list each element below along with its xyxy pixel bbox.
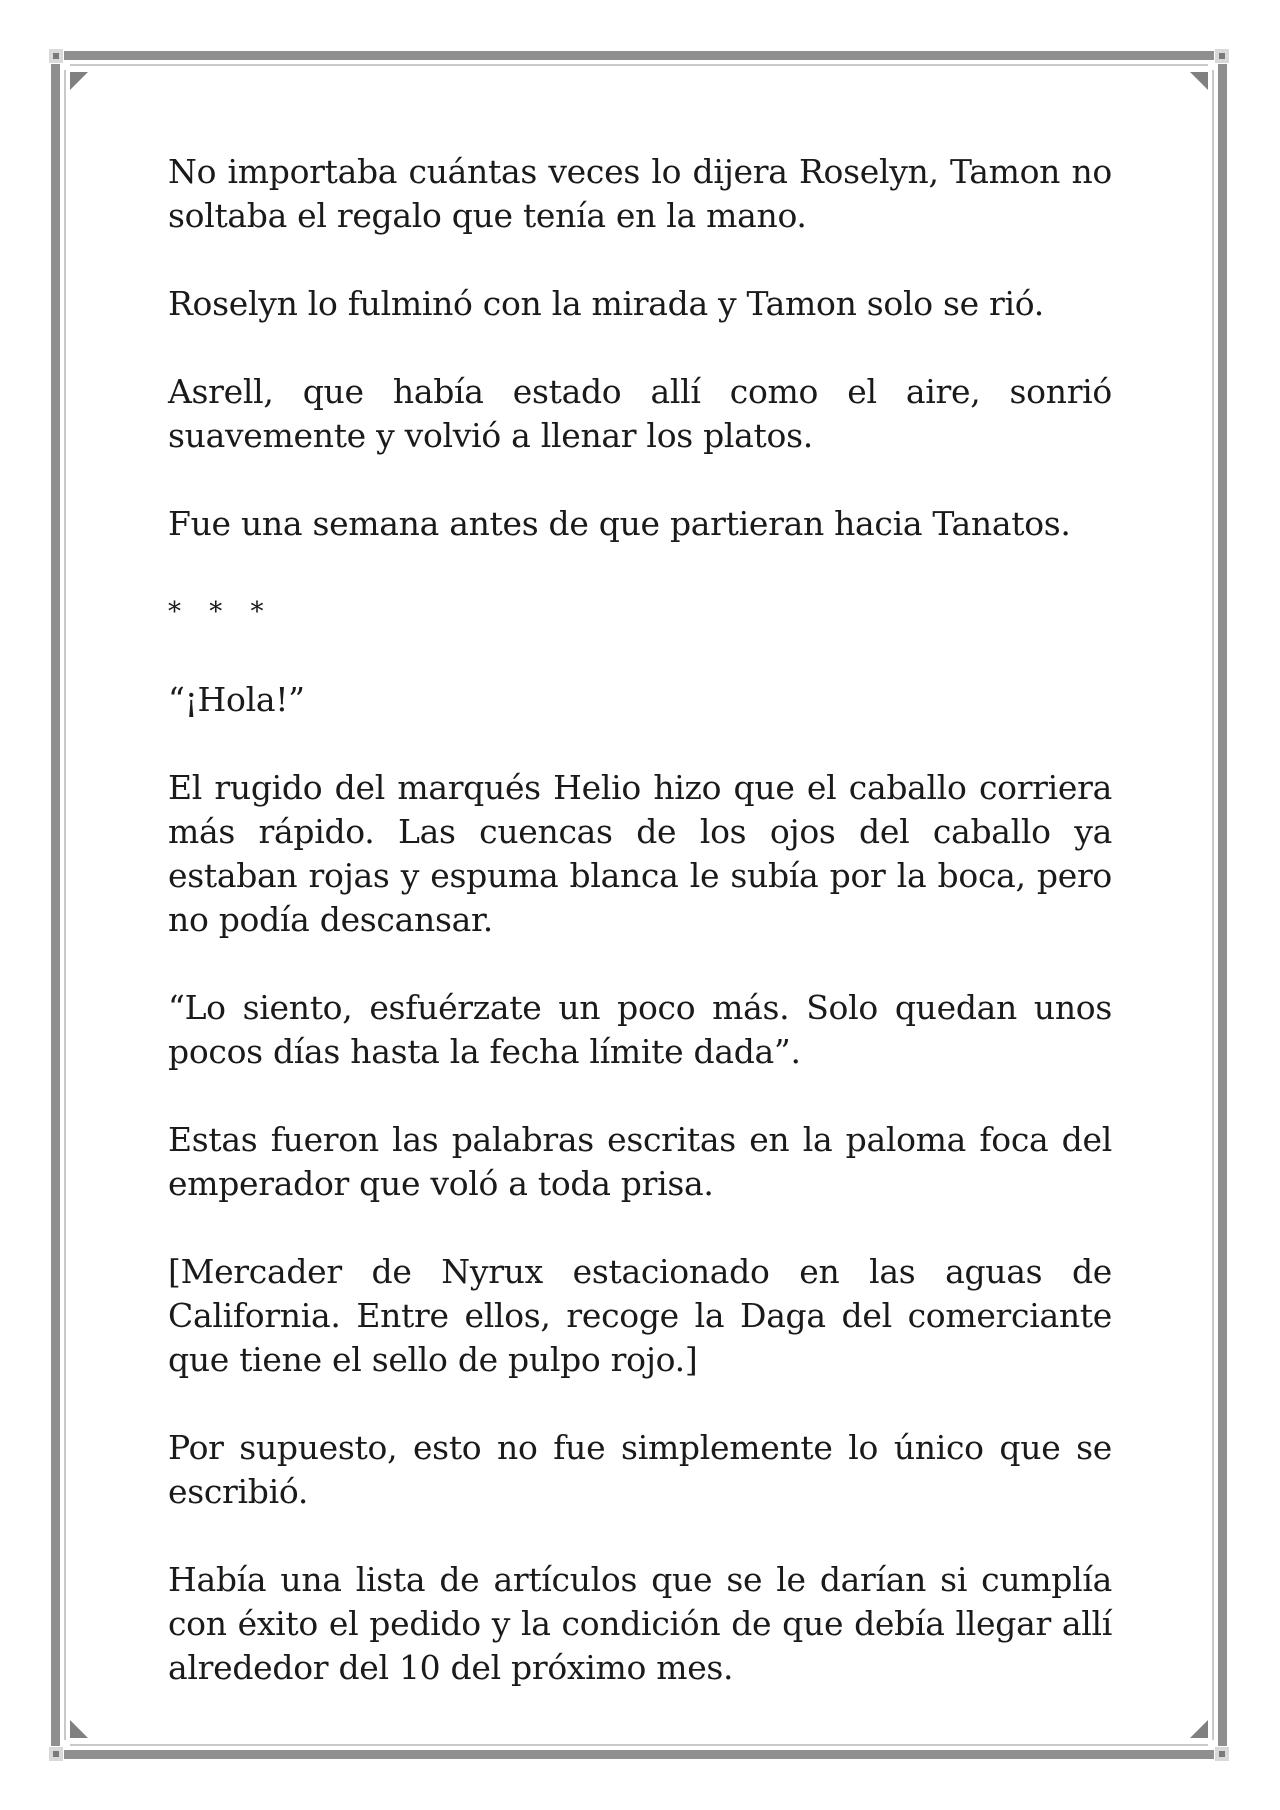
- frame-inner-bottom-line: [70, 1744, 1208, 1746]
- page-body: [168, 150, 1112, 1734]
- paragraph: Fue una semana antes de que partieran hacia Tanatos.: [168, 504, 1071, 543]
- corner-square-top-right: [1215, 49, 1229, 63]
- paragraph: El rugido del marqués Helio hizo que el caballo corriera más rápido. Las cuencas de los ojos del caballo ya estaban rojas y espuma blanca le subía por la boca, pero no podía descansar.: [168, 768, 1112, 939]
- letter-quote: [Mercader de Nyrux estacionado en las aguas de California. Entre ellos, recoge la Daga del comerciante que tiene el sello de pulpo rojo.]: [168, 1252, 1112, 1379]
- corner-triangle-top-left: [70, 72, 88, 90]
- scene-break: * * *: [168, 597, 274, 627]
- corner-triangle-top-right: [1190, 72, 1208, 90]
- paragraph: Por supuesto, esto no fue simplemente lo único que se escribió.: [168, 1428, 1112, 1511]
- corner-square-top-left: [49, 49, 63, 63]
- dialogue-line: “¡Hola!”: [168, 680, 305, 719]
- frame-top-border: [64, 51, 1214, 60]
- frame-inner-top-line: [70, 64, 1208, 66]
- corner-triangle-bottom-right: [1190, 1720, 1208, 1738]
- frame-inner-right-line: [1212, 70, 1214, 1740]
- paragraph: Estas fueron las palabras escritas en la paloma foca del emperador que voló a toda prisa.: [168, 1120, 1112, 1203]
- corner-square-bottom-right: [1215, 1747, 1229, 1761]
- paragraph: Había una lista de artículos que se le darían si cumplía con éxito el pedido y la condición de que debía llegar allí alrededor del 10 del próximo mes.: [168, 1560, 1112, 1687]
- frame-right-border: [1218, 64, 1227, 1746]
- frame-bottom-border: [64, 1750, 1214, 1759]
- frame-inner-left-line: [64, 70, 66, 1740]
- dialogue-line: “Lo siento, esfuérzate un poco más. Solo quedan unos pocos días hasta la fecha límite dada”.: [168, 988, 1112, 1071]
- frame-left-border: [51, 64, 60, 1746]
- corner-triangle-bottom-left: [70, 1720, 88, 1738]
- paragraph: Roselyn lo fulminó con la mirada y Tamon solo se rió.: [168, 284, 1044, 323]
- corner-square-bottom-left: [49, 1747, 63, 1761]
- paragraph: No importaba cuántas veces lo dijera Roselyn, Tamon no soltaba el regalo que tenía en la mano.: [168, 152, 1112, 235]
- paragraph: Asrell, que había estado allí como el aire, sonrió suavemente y volvió a llenar los platos.: [168, 372, 1112, 455]
